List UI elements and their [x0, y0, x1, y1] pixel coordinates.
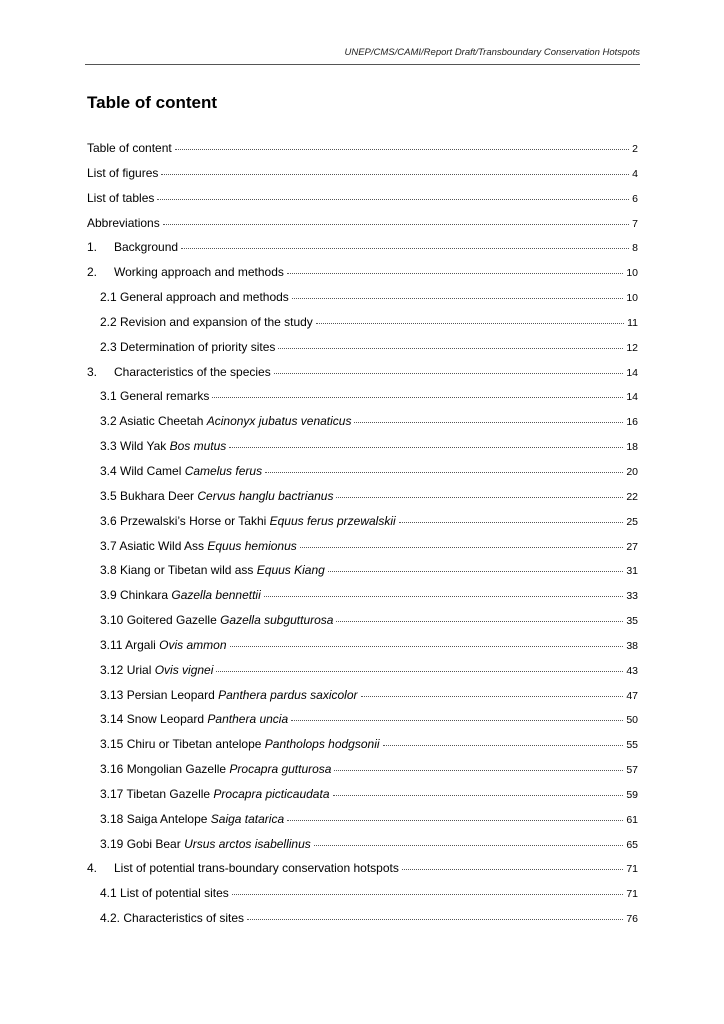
toc-dot-leader [278, 347, 623, 349]
toc-entry[interactable] [87, 464, 638, 489]
toc-entry-page-number: 71 [626, 888, 638, 901]
toc-entry[interactable] [87, 389, 638, 414]
toc-entry-page-number: 6 [632, 192, 638, 205]
toc-entry-text: 2.2 Revision and expansion of the study [100, 314, 313, 329]
toc-dot-leader [292, 297, 624, 299]
toc-dot-leader [212, 396, 623, 398]
toc-dot-leader [334, 769, 623, 771]
toc-entry-page-number: 59 [626, 788, 638, 801]
toc-dot-leader [163, 223, 629, 225]
toc-entry-page-number: 4 [632, 167, 638, 180]
toc-entry-label [100, 315, 313, 329]
toc-entry[interactable] [87, 166, 638, 191]
toc-entry-species-name: Panthera pardus saxicolor [218, 687, 358, 702]
toc-entry-page-number: 16 [626, 416, 638, 429]
toc-entry[interactable] [87, 911, 638, 936]
toc-entry-label [100, 712, 288, 726]
toc-entry-species-name: Panthera uncia [207, 712, 289, 727]
toc-entry-page-number: 38 [626, 639, 638, 652]
toc-entry-number: 4. [87, 861, 98, 876]
toc-entry[interactable] [87, 414, 638, 439]
toc-entry-label [87, 216, 160, 230]
toc-dot-leader [181, 247, 629, 249]
toc-entry-species-name: Ovis vignei [154, 662, 214, 677]
toc-entry-label [87, 861, 399, 875]
toc-entry-text: 2.1 General approach and methods [100, 290, 289, 305]
toc-entry-text: Working approach and methods [114, 265, 284, 280]
toc-entry-page-number: 20 [626, 465, 638, 478]
toc-entry-species-name: Ovis ammon [159, 637, 227, 652]
toc-entry-label [100, 663, 213, 677]
toc-entry-text: 3.11 Argali [100, 637, 160, 652]
toc-entry[interactable] [87, 613, 638, 638]
running-header: UNEP/CMS/CAMI/Report Draft/Transboundary Conservation Hotspots [344, 47, 640, 58]
toc-entry[interactable] [87, 439, 638, 464]
toc-entry[interactable] [87, 663, 638, 688]
toc-entry-page-number: 65 [626, 838, 638, 851]
toc-entry-text: Table of content [87, 141, 172, 155]
toc-entry-text: Characteristics of the species [114, 364, 271, 379]
toc-entry-label [100, 414, 351, 428]
toc-entry[interactable] [87, 737, 638, 762]
toc-entry-text: 3.5 Bukhara Deer [100, 488, 198, 503]
toc-entry-text: Background [114, 240, 179, 255]
toc-dot-leader [175, 148, 629, 150]
page-title: Table of content [87, 93, 218, 112]
toc-entry[interactable] [87, 762, 638, 787]
toc-entry-page-number: 14 [626, 391, 638, 404]
toc-entry[interactable] [87, 638, 638, 663]
toc-entry-label [100, 812, 284, 826]
toc-entry-species-name: Acinonyx jubatus venaticus [206, 414, 352, 429]
toc-entry-label [100, 514, 396, 528]
toc-entry-page-number: 47 [626, 689, 638, 702]
toc-dot-leader [274, 372, 624, 374]
toc-entry-label [100, 886, 229, 900]
toc-entry-page-number: 10 [626, 267, 638, 280]
toc-entry[interactable] [87, 837, 638, 862]
toc-dot-leader [291, 719, 623, 721]
toc-entry-species-name: Camelus ferus [184, 463, 263, 478]
toc-entry-label [100, 787, 330, 801]
toc-dot-leader [232, 893, 624, 895]
toc-entry[interactable] [87, 141, 638, 166]
toc-entry[interactable] [87, 688, 638, 713]
toc-dot-leader [316, 322, 624, 324]
toc-entry[interactable] [87, 340, 638, 365]
toc-entry-number: 1. [87, 240, 98, 255]
toc-entry-species-name: Saiga tatarica [210, 811, 285, 826]
toc-entry[interactable] [87, 514, 638, 539]
toc-entry-species-name: Ursus arctos isabellinus [184, 836, 311, 851]
toc-dot-leader [361, 695, 624, 697]
toc-entry-label [100, 837, 311, 851]
toc-entry[interactable] [87, 588, 638, 613]
toc-entry-species-name: Gazella subgutturosa [220, 613, 334, 628]
toc-dot-leader [287, 819, 623, 821]
toc-entry-label [100, 588, 261, 602]
toc-entry-page-number: 43 [626, 664, 638, 677]
toc-entry-page-number: 18 [626, 441, 638, 454]
toc-entry-text: Abbreviations [87, 215, 160, 230]
toc-dot-leader [333, 794, 624, 796]
toc-dot-leader [229, 446, 623, 448]
toc-entry[interactable] [87, 290, 638, 315]
toc-entry-species-name: Equus ferus przewalskii [269, 513, 396, 528]
toc-entry-text: List of figures [87, 165, 159, 180]
header-rule [85, 64, 640, 65]
toc-entry-label [100, 737, 380, 751]
toc-entry-page-number: 14 [626, 366, 638, 379]
toc-entry-text: 3.16 Mongolian Gazelle [100, 762, 230, 777]
toc-entry-page-number: 7 [632, 217, 638, 230]
toc-dot-leader [300, 546, 624, 548]
toc-entry-label [87, 240, 178, 254]
toc-entry-label [87, 265, 284, 279]
toc-entry-text: 3.17 Tibetan Gazelle [100, 786, 214, 801]
toc-entry-species-name: Gazella bennettii [171, 588, 261, 603]
toc-entry-species-name: Procapra gutturosa [229, 762, 332, 777]
toc-dot-leader [383, 744, 624, 746]
toc-entry-label [87, 141, 172, 155]
table-of-contents [87, 141, 638, 936]
toc-dot-leader [287, 272, 623, 274]
toc-entry[interactable] [87, 191, 638, 216]
toc-entry[interactable] [87, 539, 638, 564]
toc-entry-text: 3.18 Saiga Antelope [100, 811, 211, 826]
toc-dot-leader [157, 198, 629, 200]
toc-entry-text: 3.15 Chiru or Tibetan antelope [100, 737, 265, 752]
toc-entry-text: 3.2 Asiatic Cheetah [100, 414, 207, 429]
toc-dot-leader [216, 670, 623, 672]
toc-entry[interactable] [87, 216, 638, 241]
toc-dot-leader [247, 918, 623, 920]
toc-dot-leader [354, 421, 623, 423]
toc-entry-text: 3.13 Persian Leopard [100, 687, 219, 702]
toc-entry-page-number: 22 [626, 490, 638, 503]
toc-entry-label [100, 389, 209, 403]
toc-dot-leader [402, 868, 623, 870]
toc-entry[interactable] [87, 563, 638, 588]
toc-entry-text: 3.6 Przewalski’s Horse or Takhi [100, 513, 270, 528]
toc-entry-text: List of tables [87, 190, 155, 205]
toc-dot-leader [336, 620, 623, 622]
toc-entry-text: 3.10 Goitered Gazelle [100, 613, 221, 628]
toc-entry-label [100, 688, 358, 702]
toc-dot-leader [314, 844, 624, 846]
toc-entry-label [100, 638, 227, 652]
toc-entry-label [87, 166, 158, 180]
toc-entry-page-number: 10 [626, 292, 638, 305]
toc-entry-species-name: Bos mutus [169, 439, 227, 454]
toc-entry-number: 2. [87, 265, 98, 280]
toc-entry-label [100, 539, 297, 553]
toc-entry-label [100, 762, 331, 776]
toc-entry-page-number: 76 [626, 913, 638, 926]
toc-entry-species-name: Cervus hanglu bactrianus [197, 488, 334, 503]
toc-entry-page-number: 61 [626, 813, 638, 826]
toc-entry[interactable] [87, 712, 638, 737]
toc-entry-text: 3.1 General remarks [100, 389, 210, 404]
toc-entry-text: 3.8 Kiang or Tibetan wild ass [100, 563, 257, 578]
toc-entry[interactable] [87, 365, 638, 390]
toc-dot-leader [265, 471, 623, 473]
toc-entry-text: 3.7 Asiatic Wild Ass [100, 538, 208, 553]
toc-entry-text: 4.2. Characteristics of sites [100, 911, 245, 926]
toc-entry-label [100, 489, 333, 503]
toc-entry-label [100, 439, 226, 453]
toc-entry-page-number: 25 [626, 515, 638, 528]
toc-entry-label [87, 191, 154, 205]
toc-entry-label [100, 563, 325, 577]
toc-entry-page-number: 50 [626, 714, 638, 727]
toc-entry-species-name: Pantholops hodgsonii [264, 737, 380, 752]
toc-entry[interactable] [87, 861, 638, 886]
toc-entry-page-number: 27 [626, 540, 638, 553]
toc-entry-text: 3.19 Gobi Bear [100, 836, 185, 851]
toc-entry-page-number: 31 [626, 565, 638, 578]
toc-entry-label [100, 911, 244, 925]
toc-entry[interactable] [87, 489, 638, 514]
toc-entry-page-number: 12 [626, 341, 638, 354]
toc-entry[interactable] [87, 787, 638, 812]
toc-entry-label [100, 290, 289, 304]
toc-entry-text: List of potential trans-boundary conservation hotspots [114, 861, 399, 876]
toc-entry[interactable] [87, 315, 638, 340]
toc-dot-leader [399, 521, 624, 523]
toc-entry-page-number: 71 [626, 863, 638, 876]
toc-entry[interactable] [87, 265, 638, 290]
toc-entry-text: 3.12 Urial [100, 662, 155, 677]
toc-entry-species-name: Equus Kiang [256, 563, 325, 578]
toc-entry-page-number: 2 [632, 143, 638, 155]
toc-entry-text: 3.4 Wild Camel [100, 463, 185, 478]
toc-entry-label [87, 365, 271, 379]
toc-entry-page-number: 33 [626, 590, 638, 603]
toc-entry-text: 3.14 Snow Leopard [100, 712, 208, 727]
toc-entry-page-number: 8 [632, 242, 638, 255]
toc-dot-leader [230, 645, 624, 647]
toc-entry[interactable] [87, 812, 638, 837]
toc-entry-page-number: 57 [626, 764, 638, 777]
toc-dot-leader [264, 595, 624, 597]
toc-entry-species-name: Procapra picticaudata [213, 786, 330, 801]
toc-entry-text: 2.3 Determination of priority sites [100, 339, 276, 354]
toc-dot-leader [336, 496, 623, 498]
toc-entry-number: 3. [87, 364, 98, 379]
toc-entry-text: 3.3 Wild Yak [100, 439, 170, 454]
toc-dot-leader [161, 173, 629, 175]
toc-entry-label [100, 464, 262, 478]
toc-entry-text: 4.1 List of potential sites [100, 886, 229, 901]
toc-entry-page-number: 35 [626, 615, 638, 628]
toc-entry-page-number: 11 [627, 316, 638, 329]
toc-entry-page-number: 55 [626, 739, 638, 752]
toc-entry-label [100, 613, 333, 627]
toc-entry[interactable] [87, 240, 638, 265]
toc-entry-species-name: Equus hemionus [207, 538, 297, 553]
toc-entry-text: 3.9 Chinkara [100, 588, 172, 603]
toc-entry[interactable] [87, 886, 638, 911]
toc-dot-leader [328, 570, 623, 572]
toc-entry-label [100, 340, 275, 354]
